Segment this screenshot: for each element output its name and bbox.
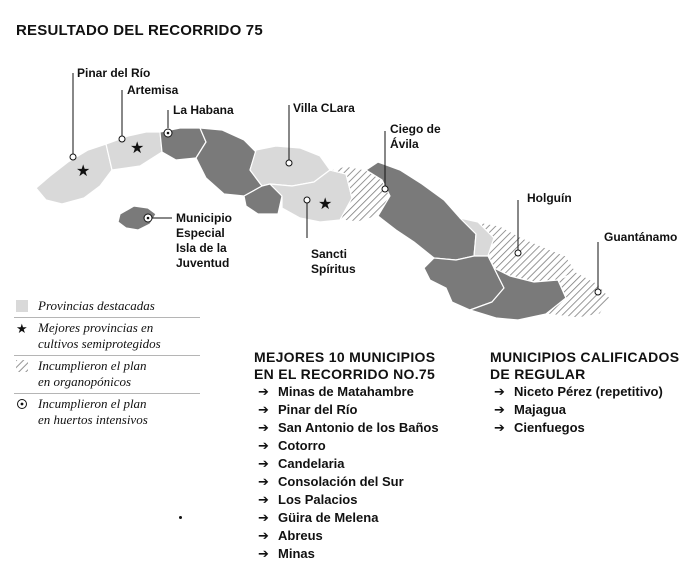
arrow-right-icon: ➔	[494, 420, 505, 435]
best-list	[254, 383, 439, 563]
label-la-habana: La Habana	[173, 103, 234, 117]
regular-list	[490, 383, 679, 437]
legend-item: Incumplieron el plan en organopónicos	[14, 356, 200, 394]
list-item	[254, 437, 439, 455]
star-artemisa: ★	[130, 138, 145, 157]
municipality-name: Niceto Pérez (repetitivo)	[514, 384, 663, 399]
star-pinar: ★	[76, 161, 91, 180]
list-item	[254, 509, 439, 527]
municipality-name: Minas	[278, 546, 315, 561]
list-item	[254, 383, 439, 401]
regular-heading: MUNICIPIOS CALIFICADOS DE REGULAR	[490, 349, 680, 382]
municipality-name: Los Palacios	[278, 492, 358, 507]
label-guantanamo: Guantánamo	[604, 230, 678, 244]
arrow-right-icon: ➔	[258, 384, 269, 399]
municipality-name: Pinar del Río	[278, 402, 358, 417]
municipality-name: Consolación del Sur	[278, 474, 404, 489]
page-title: RESULTADO DEL RECORRIDO 75	[16, 22, 263, 39]
label-sancti-spiritus: Sancti Spíritus	[311, 247, 356, 276]
list-item	[490, 419, 679, 437]
arrow-right-icon: ➔	[258, 402, 269, 417]
legend	[14, 296, 200, 431]
list-item	[254, 527, 439, 545]
province-camaguey	[366, 162, 476, 260]
circle-dot-habana	[164, 129, 172, 137]
regular-municipalities	[490, 349, 679, 437]
star-icon	[16, 322, 28, 334]
svg-text:★: ★	[16, 322, 28, 334]
arrow-right-icon: ➔	[258, 546, 269, 561]
municipality-name: San Antonio de los Baños	[278, 420, 439, 435]
label-villa-clara: Villa CLara	[293, 101, 355, 115]
list-item	[490, 383, 679, 401]
legend-item: Incumplieron el plan en huertos intensivos	[14, 394, 200, 431]
list-item	[254, 455, 439, 473]
list-item	[490, 401, 679, 419]
arrow-right-icon: ➔	[258, 492, 269, 507]
circle-dot-isla	[144, 214, 152, 222]
star-sancti-spiritus: ★	[318, 194, 333, 213]
label-holguin: Holguín	[527, 191, 572, 205]
legend-item: ★ Mejores provincias en cultivos semiprotegidos	[14, 318, 200, 356]
arrow-right-icon: ➔	[494, 384, 505, 399]
label-pinar-del-rio: Pinar del Río	[77, 66, 151, 80]
best-heading: MEJORES 10 MUNICIPIOS EN EL RECORRIDO NO.75	[254, 349, 436, 382]
municipality-name: Candelaria	[278, 456, 345, 471]
municipality-name: Majagua	[514, 402, 567, 417]
list-item	[254, 401, 439, 419]
municipality-name: Cotorro	[278, 438, 326, 453]
light-square-icon	[16, 300, 28, 312]
arrow-right-icon: ➔	[258, 528, 269, 543]
list-item	[254, 419, 439, 437]
arrow-right-icon: ➔	[258, 510, 269, 525]
list-item	[254, 473, 439, 491]
hatch-icon	[16, 360, 28, 372]
list-item	[254, 545, 439, 563]
label-isla-juventud: Municipio Especial Isla de la Juventud	[176, 211, 232, 270]
list-item	[254, 491, 439, 509]
legend-item: Provincias destacadas	[14, 296, 200, 318]
province-pinar-del-rio	[36, 144, 112, 204]
arrow-right-icon: ➔	[258, 456, 269, 471]
label-artemisa: Artemisa	[127, 83, 179, 97]
stray-dot	[179, 516, 182, 519]
best-municipalities	[254, 349, 439, 563]
arrow-right-icon: ➔	[258, 438, 269, 453]
circle-dot-icon	[16, 398, 28, 410]
arrow-right-icon: ➔	[258, 420, 269, 435]
label-ciego-de-avila: Ciego de Ávila	[390, 122, 441, 151]
arrow-right-icon: ➔	[258, 474, 269, 489]
municipality-name: Cienfuegos	[514, 420, 585, 435]
municipality-name: Güira de Melena	[278, 510, 379, 525]
arrow-right-icon: ➔	[494, 402, 505, 417]
municipality-name: Minas de Matahambre	[278, 384, 414, 399]
municipality-name: Abreus	[278, 528, 323, 543]
